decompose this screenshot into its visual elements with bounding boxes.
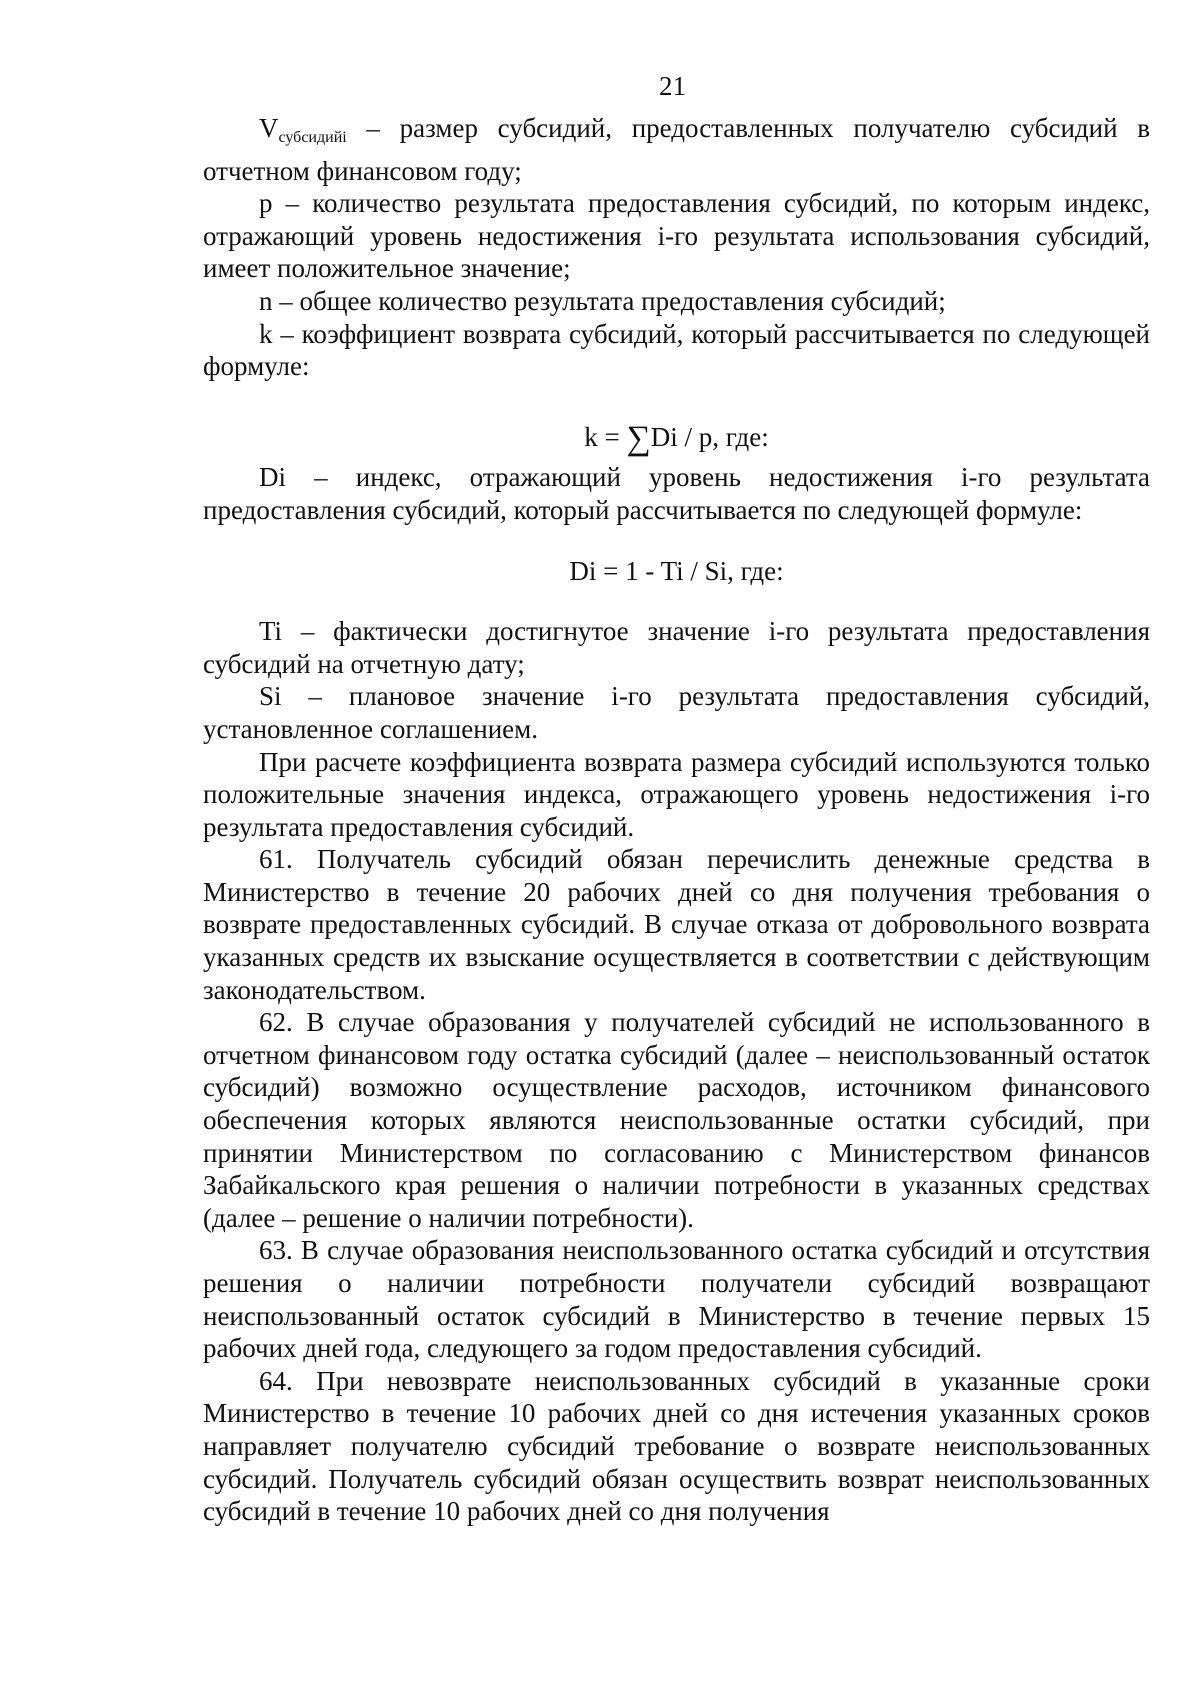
definition-v-subsidies xyxy=(203,112,1150,187)
formula-k-left: k = xyxy=(584,421,627,452)
definition-si: Si – плановое значение i-го результата предоставления субсидий, установленное соглашением. xyxy=(203,681,1150,744)
paragraph-62: 62. В случае образования у получателей субсидий не использованного в отчетном финансовом году остатка субсидий (далее – неиспользованный остаток субсидий) возможно осуществление расходов, источником финансового обеспечения которых являются неиспользованные остатки субсидий, при принятии Министерством по согласованию с Министерством финансов Забайкальского края решения о наличии потребности в указанных средствах (далее – решение о наличии потребности). xyxy=(203,1007,1150,1233)
page-number: 21 xyxy=(659,71,686,101)
symbol-v-subscript: субсидийi xyxy=(278,129,347,146)
formula-di: Di = 1 - Ti / Si, где: xyxy=(569,555,784,586)
paragraph-64: 64. При невозврате неиспользованных субсидий в указанные сроки Министерство в течение 10 рабочих дней со дня истечения указанных сроков направляет получателю субсидий требование о возврате неиспользованных субсидий. Получатель субсидий обязан осуществить возврат неиспользованных субсидий в течение 10 рабочих дней со дня получения xyxy=(203,1365,1150,1527)
formula-k xyxy=(203,421,1150,456)
definition-k: k – коэффициент возврата субсидий, который рассчитывается по следующей формуле: xyxy=(203,318,1150,382)
document-body xyxy=(203,112,1150,1528)
definition-v-text: – размер субсидий, предоставленных получателю субсидий в отчетном финансовом году; xyxy=(203,113,1150,186)
definition-n: n – общее количество результата предоставления субсидий; xyxy=(259,285,946,316)
formula-k-right: Di / p, где: xyxy=(650,421,769,452)
paragraph-63: 63. В случае образования неиспользованного остатка субсидий и отсутствия решения о наличии потребности получатели субсидий возвращают неиспользованный остаток субсидий в Министерство в течение первых 15 рабочих дней года, следующего за годом предоставления субсидий. xyxy=(203,1235,1150,1364)
definition-p: p – количество результата предоставления субсидий, по которым индекс, отражающий уровень недостижения i-го результата использования субсидий, имеет положительное значение; xyxy=(203,188,1150,284)
paragraph-calculation-note: При расчете коэффициента возврата размера субсидий используются только положительные значения индекса, отражающего уровень недостижения i-го результата предоставления субсидий. xyxy=(203,746,1150,842)
paragraph-61: 61. Получатель субсидий обязан перечислить денежные средства в Министерство в течение 20 рабочих дней со дня получения требования о возврате предоставленных субсидий. В случае отказа от добровольного возврата указанных средств их взыскание осуществляется в соответствии с действующим законодательством. xyxy=(203,844,1150,1005)
symbol-v: V xyxy=(259,113,279,143)
definition-di: Di – индекс, отражающий уровень недостижения i-го результата предоставления субсидий, который рассчитывается по следующей формуле: xyxy=(203,462,1150,525)
definition-ti: Ti – фактически достигнутое значение i-го результата предоставления субсидий на отчетную дату; xyxy=(203,616,1150,679)
sigma-symbol: ∑ xyxy=(626,419,651,457)
